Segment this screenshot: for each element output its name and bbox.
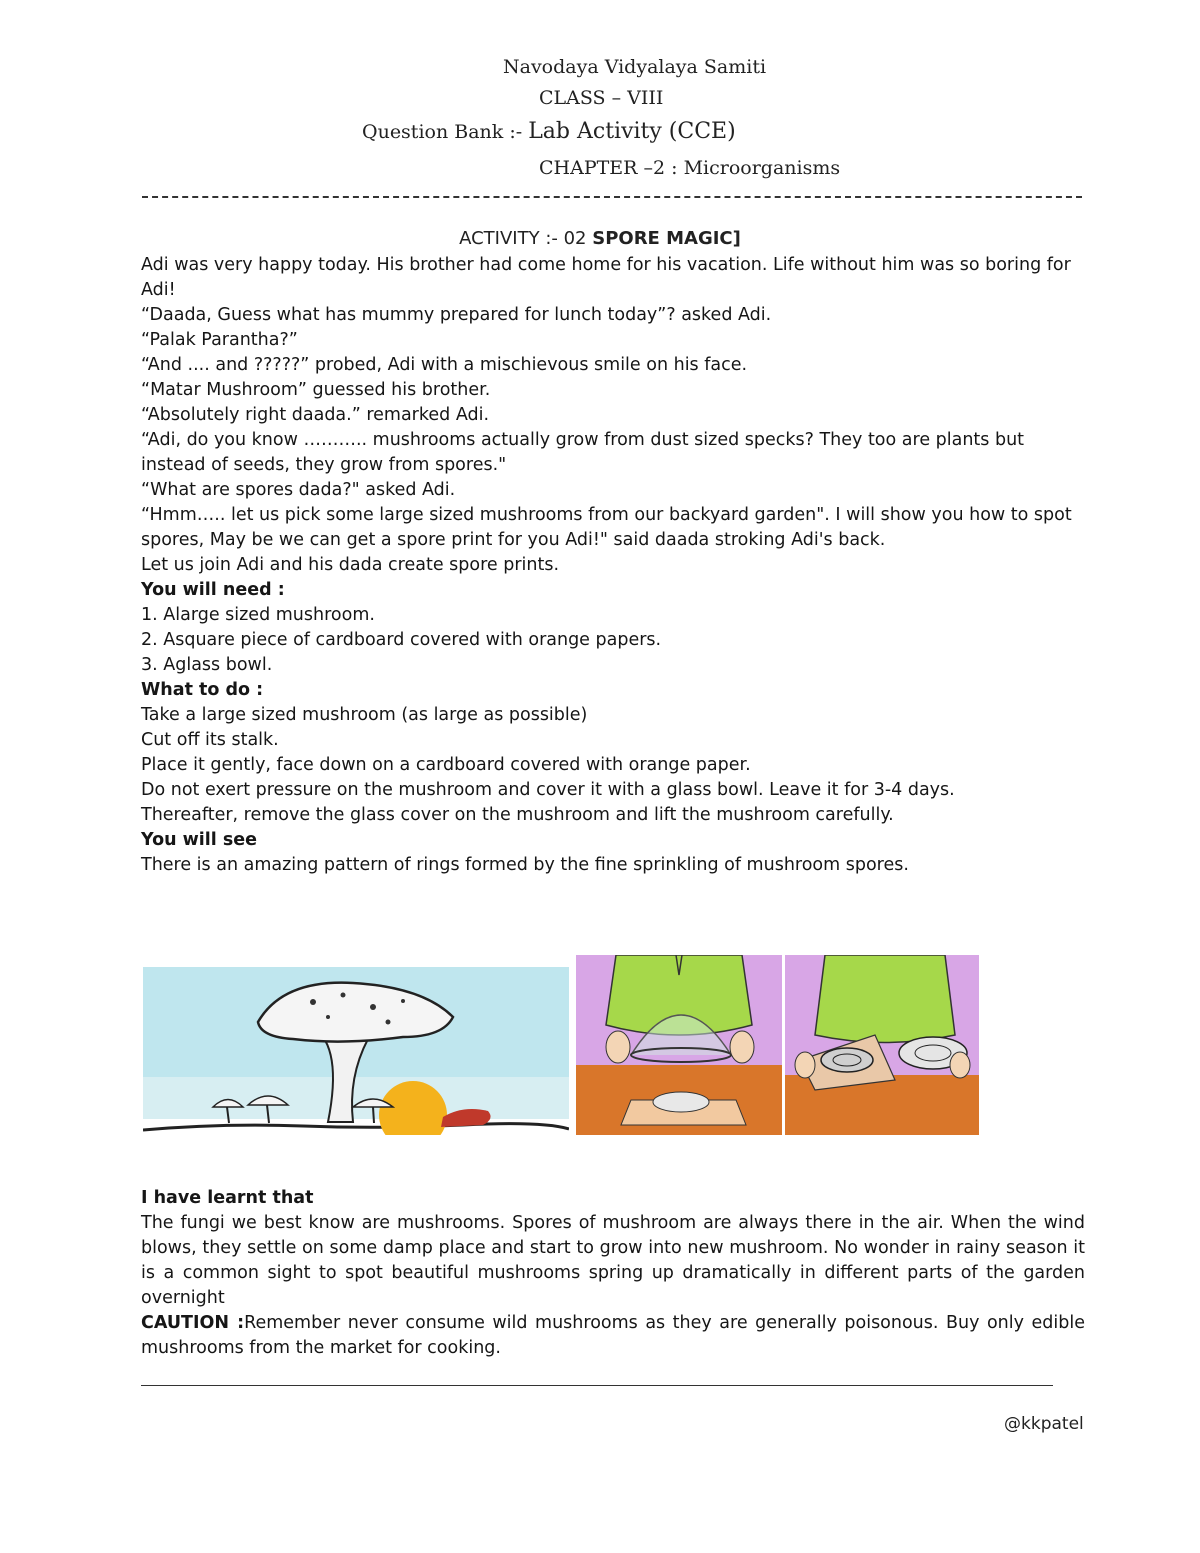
story-line: “What are spores dada?" asked Adi. bbox=[141, 480, 456, 500]
story-line: “Palak Parantha?” bbox=[141, 330, 298, 350]
you-will-need-heading: You will need : bbox=[141, 580, 285, 600]
story-line: Let us join Adi and his dada create spore prints. bbox=[141, 555, 560, 575]
story-line: spores, May be we can get a spore print for you Adi!" said daada stroking Adi's back. bbox=[141, 530, 886, 550]
question-bank-prefix: Question Bank :- bbox=[362, 121, 523, 143]
lab-activity-title: Lab Activity (CCE) bbox=[528, 119, 736, 144]
material-item: 3. Aglass bowl. bbox=[141, 655, 273, 675]
procedure-step: Do not exert pressure on the mushroom and cover it with a glass bowl. Leave it for 3-4 days. bbox=[141, 780, 955, 800]
activity-heading bbox=[0, 228, 1200, 249]
story-line: “Absolutely right daada.” remarked Adi. bbox=[141, 405, 490, 425]
caution-label: CAUTION : bbox=[141, 1313, 245, 1333]
you-will-see-heading: You will see bbox=[141, 830, 258, 850]
procedure-step: Thereafter, remove the glass cover on the mushroom and lift the mushroom carefully. bbox=[141, 805, 894, 825]
procedure-step: Take a large sized mushroom (as large as possible) bbox=[141, 705, 588, 725]
caution-text: Remember never consume wild mushrooms as they are generally poisonous. Buy only edible mushrooms from the market for cooking. bbox=[141, 1313, 1085, 1358]
story-line: “Matar Mushroom” guessed his brother. bbox=[141, 380, 491, 400]
learning-text: The fungi we best know are mushrooms. Spores of mushroom are always there in the air. When the wind blows, they settle on some damp place and start to grow into new mushroom. No wonder in rainy season it is a common sight to spot beautiful mushrooms spring up dramatically in different parts of the garden overnight bbox=[141, 1213, 1085, 1308]
spore-print-illustration bbox=[785, 955, 979, 1135]
what-to-do-heading: What to do : bbox=[141, 680, 264, 700]
illustration-strip bbox=[143, 955, 979, 1135]
chapter-title: CHAPTER –2 : Microorganisms bbox=[539, 157, 841, 179]
story-line: “Daada, Guess what has mummy prepared for lunch today”? asked Adi. bbox=[141, 305, 772, 325]
caution-paragraph bbox=[141, 1311, 1085, 1361]
activity-number: ACTIVITY :- 02 bbox=[459, 228, 587, 249]
class-label: CLASS – VIII bbox=[539, 87, 664, 109]
dashed-divider bbox=[142, 196, 1082, 198]
story-line: Adi was very happy today. His brother had come home for his vacation. Life without him was so boring for bbox=[141, 255, 1071, 275]
observation-text: There is an amazing pattern of rings formed by the fine sprinkling of mushroom spores. bbox=[141, 855, 909, 875]
procedure-step: Cut off its stalk. bbox=[141, 730, 279, 750]
activity-title: SPORE MAGIC] bbox=[592, 228, 741, 249]
activity-body bbox=[141, 253, 1085, 878]
author-credit: @kkpatel bbox=[1004, 1414, 1084, 1434]
glass-bowl-illustration bbox=[576, 955, 782, 1135]
learning-section bbox=[141, 1186, 1085, 1361]
story-line: “Hmm….. let us pick some large sized mushrooms from our backyard garden". I will show you how to spot bbox=[141, 505, 1072, 525]
organization-name: Navodaya Vidyalaya Samiti bbox=[503, 56, 767, 78]
i-have-learnt-heading: I have learnt that bbox=[141, 1188, 314, 1208]
story-line: “And .... and ?????” probed, Adi with a mischievous smile on his face. bbox=[141, 355, 748, 375]
question-bank-title bbox=[362, 119, 736, 144]
mushroom-illustration bbox=[143, 967, 569, 1135]
story-line: Adi! bbox=[141, 280, 176, 300]
story-line: “Adi, do you know ……….. mushrooms actually grow from dust sized specks? They too are plants but bbox=[141, 430, 1025, 450]
story-line: instead of seeds, they grow from spores." bbox=[141, 455, 507, 475]
procedure-step: Place it gently, face down on a cardboard covered with orange paper. bbox=[141, 755, 751, 775]
material-item: 1. Alarge sized mushroom. bbox=[141, 605, 375, 625]
material-item: 2. Asquare piece of cardboard covered with orange papers. bbox=[141, 630, 662, 650]
footer-divider bbox=[141, 1385, 1053, 1386]
